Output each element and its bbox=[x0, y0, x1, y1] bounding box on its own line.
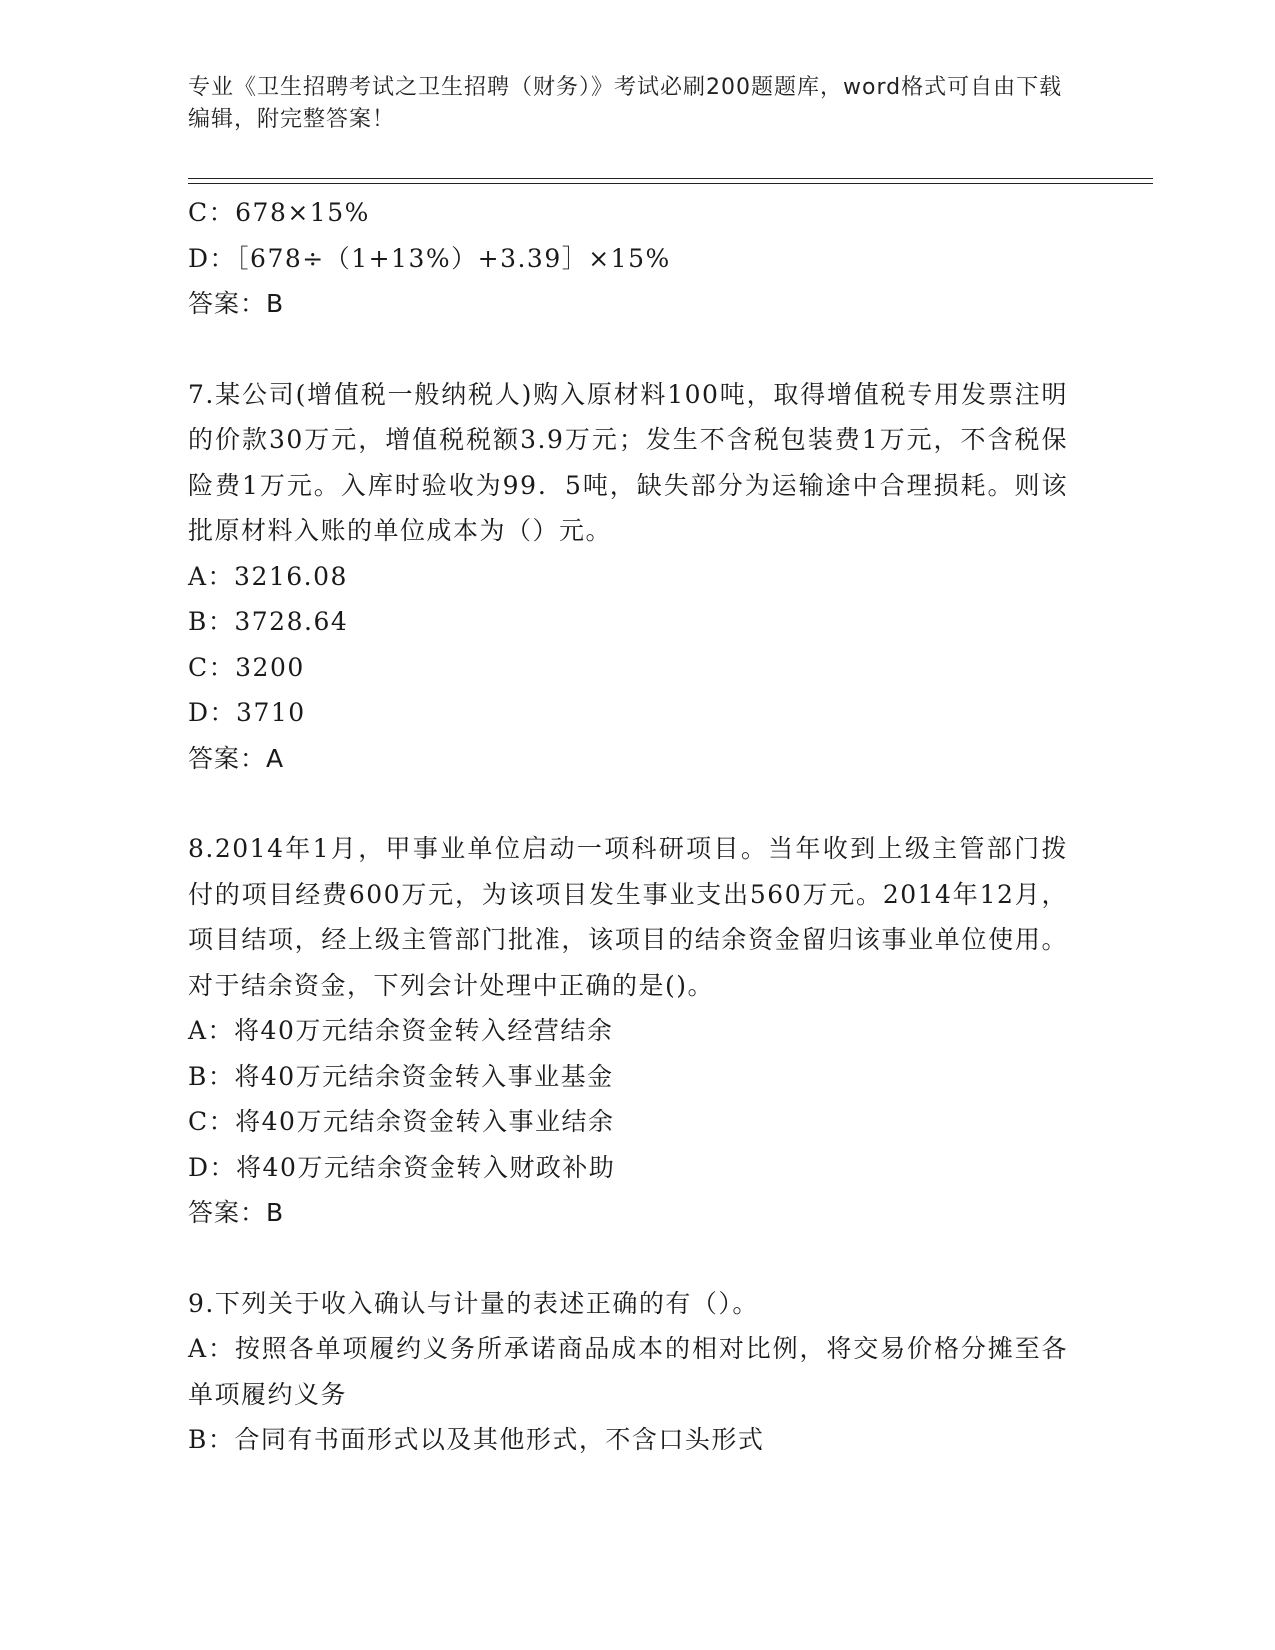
answer-line: 答案：B bbox=[188, 289, 285, 318]
option-a: A：将40万元结余资金转入经营结余 bbox=[188, 1016, 614, 1045]
question-9 bbox=[188, 1281, 1088, 1463]
spacer bbox=[188, 327, 1088, 372]
question-stem: 8.2014年1月，甲事业单位启动一项科研项目。当年收到上级主管部门拨付的项目经费600万元，为该项目发生事业支出560万元。2014年12月，项目结项，经上级主管部门批准，该项目的结余资金留归该事业单位使用。对于结余资金，下列会计处理中正确的是()。 bbox=[188, 834, 1068, 1000]
answer-line: 答案：A bbox=[188, 743, 285, 773]
header-divider-bottom bbox=[188, 183, 1153, 184]
answer-line: 答案：B bbox=[188, 1198, 285, 1227]
question-stem: 7.某公司(增值税一般纳税人)购入原材料100吨，取得增值税专用发票注明的价款30万元，增值税税额3.9万元；发生不含税包装费1万元，不含税保险费1万元。入库时验收为99．5吨，缺失部分为运输途中合理损耗。则该批原材料入账的单位成本为（）元。 bbox=[188, 379, 1068, 545]
option-c: C：678×15% bbox=[188, 198, 370, 227]
option-d: D：3710 bbox=[188, 698, 306, 727]
option-a: A：按照各单项履约义务所承诺商品成本的相对比例，将交易价格分摊至各单项履约义务 bbox=[188, 1334, 1068, 1409]
document-body bbox=[188, 190, 1088, 1463]
option-d: D：［678÷（1+13%）+3.39］×15% bbox=[188, 243, 671, 273]
spacer bbox=[188, 1236, 1088, 1281]
option-c: C：将40万元结余资金转入事业结余 bbox=[188, 1107, 615, 1136]
page-header-title: 专业《卫生招聘考试之卫生招聘（财务）》考试必刷200题题库，word格式可自由下载编辑，附完整答案！ bbox=[188, 75, 1063, 132]
option-c: C：3200 bbox=[188, 652, 305, 682]
question-7 bbox=[188, 372, 1088, 782]
option-a: A：3216.08 bbox=[188, 561, 348, 591]
option-d: D：将40万元结余资金转入财政补助 bbox=[188, 1152, 616, 1182]
option-b: B：3728.64 bbox=[188, 607, 349, 636]
question-stem: 9.下列关于收入确认与计量的表述正确的有（）。 bbox=[188, 1288, 759, 1318]
header-divider-top bbox=[188, 178, 1153, 179]
option-b: B：合同有书面形式以及其他形式，不含口头形式 bbox=[188, 1425, 765, 1454]
option-b: B：将40万元结余资金转入事业基金 bbox=[188, 1061, 614, 1091]
question-8 bbox=[188, 826, 1088, 1236]
previous-question-tail bbox=[188, 190, 1088, 327]
spacer bbox=[188, 781, 1088, 826]
